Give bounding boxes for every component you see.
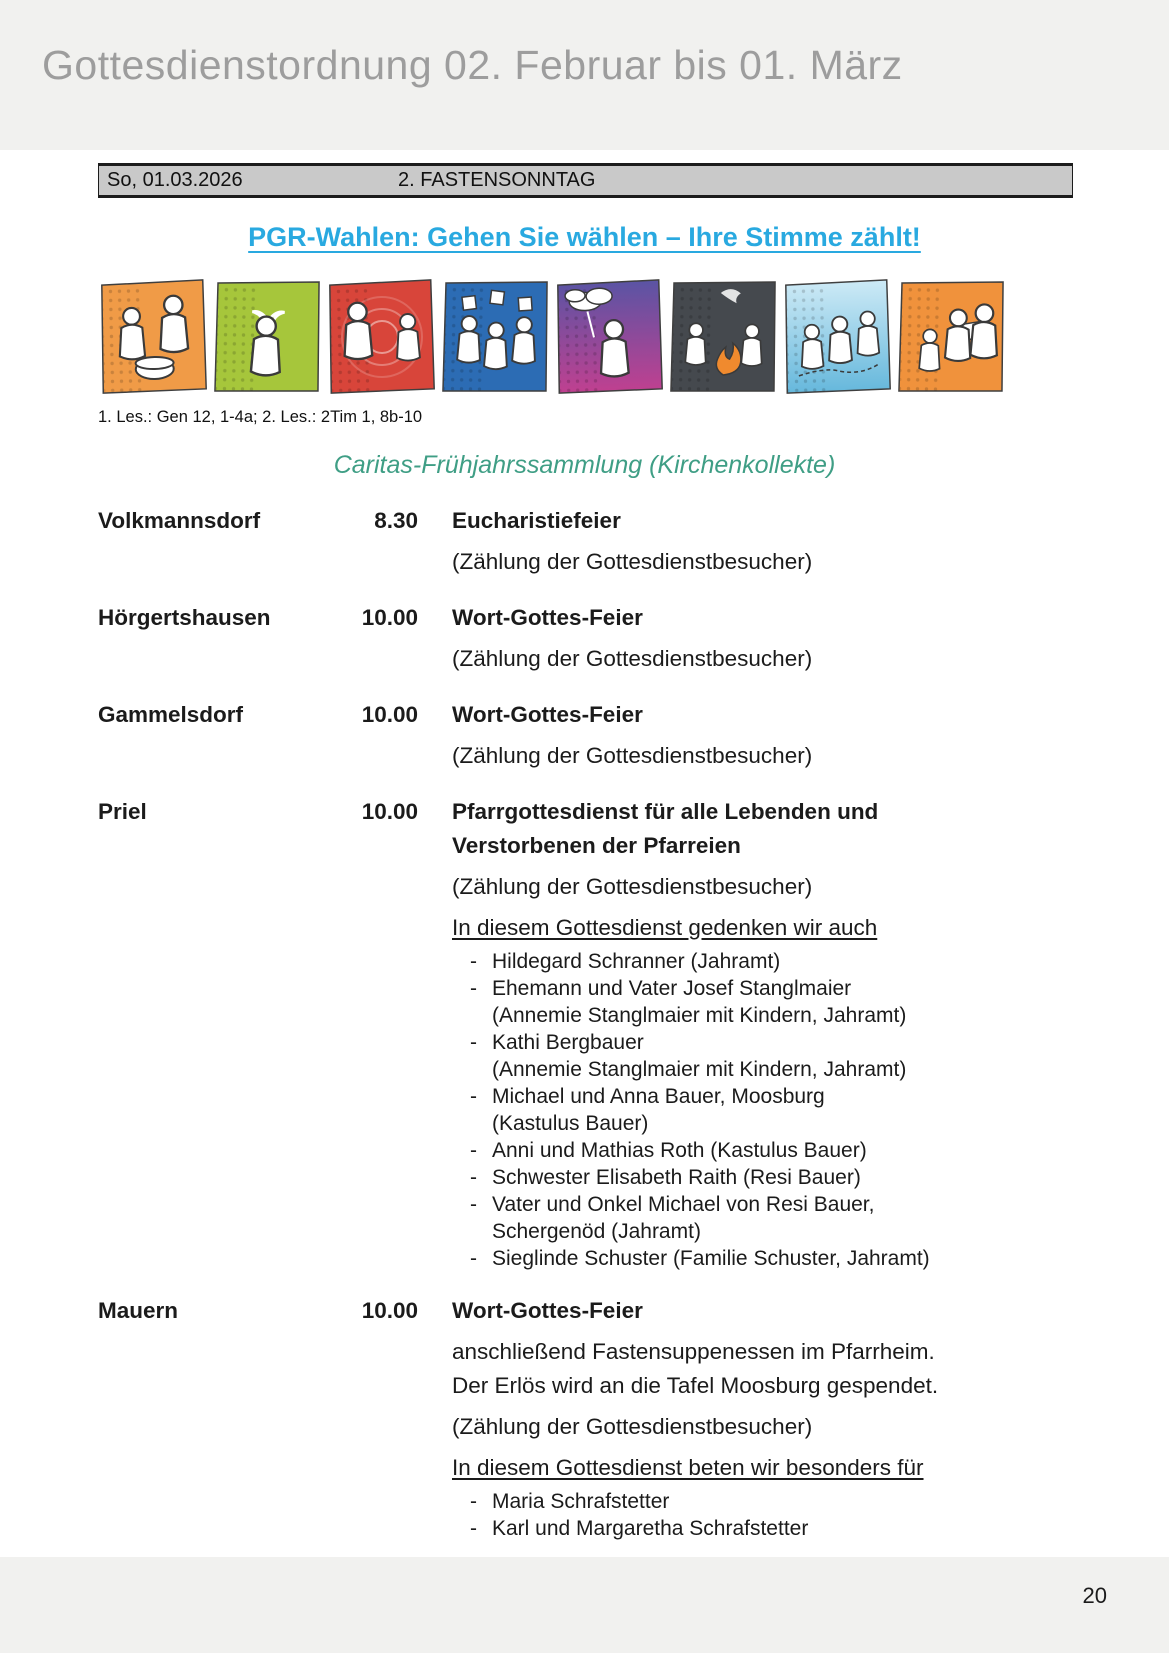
intention-line: Sieglinde Schuster (Familie Schuster, Jahramt)	[492, 1247, 930, 1270]
dash-bullet: -	[470, 1085, 477, 1108]
schedule-time: 10.00	[361, 702, 418, 727]
attendance-note: (Zählung der Gottesdienstbesucher)	[452, 646, 813, 671]
service-title: Eucharistiefeier	[452, 508, 621, 533]
service-title: Wort-Gottes-Feier	[452, 605, 643, 630]
intention-item	[452, 1191, 1012, 1245]
date-bar	[98, 163, 1073, 198]
intention-text	[492, 975, 1012, 1029]
intention-item	[452, 1515, 938, 1542]
intention-line: Karl und Margaretha Schrafstetter	[492, 1517, 809, 1540]
intention-line: (Annemie Stanglmaier mit Kindern, Jahramt)	[492, 1058, 907, 1081]
intention-text	[492, 1164, 1012, 1191]
intention-line: (Kastulus Bauer)	[492, 1112, 649, 1135]
schedule-time: 10.00	[361, 1298, 418, 1323]
schedule-details	[452, 504, 812, 579]
schedule-row	[98, 1294, 1169, 1542]
attendance-note: (Zählung der Gottesdienstbesucher)	[452, 1414, 813, 1439]
page-content	[0, 163, 1169, 1542]
intention-item	[452, 975, 1012, 1029]
service-title: Pfarrgottesdienst für alle Lebenden und Verstorbenen der Pfarreien	[452, 799, 879, 858]
intention-item	[452, 1029, 1012, 1083]
illustration-hiking-group	[783, 278, 893, 395]
lessons-line: 1. Les.: Gen 12, 1-4a; 2. Les.: 2Tim 1, 8b-10	[98, 408, 423, 426]
schedule-row	[98, 504, 1169, 579]
service-title: Wort-Gottes-Feier	[452, 702, 643, 727]
intention-line: Anni und Mathias Roth (Kastulus Bauer)	[492, 1139, 867, 1162]
intention-text	[492, 1245, 1012, 1272]
schedule-table	[98, 504, 1169, 1542]
illustration-campfire-gathering	[669, 278, 778, 395]
intention-line: Hildegard Schranner (Jahramt)	[492, 950, 781, 973]
schedule-row	[98, 698, 1169, 773]
collection-note: Caritas-Frühjahrssammlung (Kirchenkollekte)	[333, 451, 836, 479]
intention-text	[492, 948, 1012, 975]
intention-line: (Annemie Stanglmaier mit Kindern, Jahramt)	[492, 1004, 907, 1027]
intention-text	[492, 1515, 938, 1542]
comic-image-strip	[100, 279, 1012, 394]
illustration-sharing-gift	[327, 278, 437, 395]
intention-text	[492, 1191, 1012, 1245]
intention-line: Kathi Bergbauer	[492, 1031, 644, 1054]
intentions-list	[452, 948, 1012, 1272]
intention-item	[452, 1083, 1012, 1137]
schedule-details	[452, 795, 1012, 1272]
intention-text	[492, 1029, 1012, 1083]
intention-line: Vater und Onkel Michael von Resi Bauer,	[492, 1193, 875, 1216]
intention-line: Maria Schrafstetter	[492, 1490, 670, 1513]
page-header	[0, 0, 1169, 150]
illustration-planting-seedling	[213, 278, 322, 395]
intention-line: Ehemann und Vater Josef Stanglmaier	[492, 977, 852, 1000]
intention-item	[452, 1488, 938, 1515]
schedule-time: 8.30	[374, 508, 418, 533]
schedule-location: Volkmannsdorf	[98, 508, 261, 533]
schedule-details	[452, 601, 812, 676]
service-title: Wort-Gottes-Feier	[452, 1298, 643, 1323]
schedule-details	[452, 698, 812, 773]
schedule-time: 10.00	[361, 799, 418, 824]
dash-bullet: -	[470, 1247, 477, 1270]
dash-bullet: -	[470, 1139, 477, 1162]
page-number: 20	[1082, 1583, 1107, 1608]
intention-text	[492, 1488, 938, 1515]
dash-bullet: -	[470, 977, 477, 1000]
illustration-family-reading	[897, 278, 1006, 395]
intention-text	[492, 1137, 1012, 1164]
intention-line: Schwester Elisabeth Raith (Resi Bauer)	[492, 1166, 861, 1189]
dash-bullet: -	[470, 1193, 477, 1216]
attendance-note: (Zählung der Gottesdienstbesucher)	[452, 743, 813, 768]
intention-line: Michael und Anna Bauer, Moosburg	[492, 1085, 825, 1108]
attendance-note: (Zählung der Gottesdienstbesucher)	[452, 549, 813, 574]
service-description-line: Der Erlös wird an die Tafel Moosburg gespendet.	[452, 1373, 939, 1398]
page-title: Gottesdienstordnung 02. Februar bis 01. März	[42, 42, 903, 88]
dash-bullet: -	[470, 1490, 477, 1513]
intention-item	[452, 1164, 1012, 1191]
intention-item	[452, 1137, 1012, 1164]
service-description-line: anschließend Fastensuppenessen im Pfarrheim.	[452, 1339, 935, 1364]
schedule-row	[98, 601, 1169, 676]
liturgical-day-name: 2. FASTENSONNTAG	[398, 169, 596, 191]
attendance-note: (Zählung der Gottesdienstbesucher)	[452, 874, 813, 899]
intentions-heading: In diesem Gottesdienst gedenken wir auch	[452, 915, 878, 940]
schedule-details	[452, 1294, 938, 1542]
illustration-voting-hands	[441, 278, 550, 395]
announcement-headline: PGR-Wahlen: Gehen Sie wählen – Ihre Stimme zählt!	[248, 222, 921, 252]
schedule-row	[98, 795, 1169, 1272]
date-text: So, 01.03.2026	[107, 169, 243, 191]
intention-line: Schergenöd (Jahramt)	[492, 1220, 701, 1243]
dash-bullet: -	[470, 1031, 477, 1054]
intention-item	[452, 948, 1012, 975]
illustration-rain-cloud	[555, 278, 665, 395]
schedule-location: Priel	[98, 799, 147, 824]
schedule-location: Hörgertshausen	[98, 605, 271, 630]
intention-text	[492, 1083, 1012, 1137]
schedule-location: Mauern	[98, 1298, 179, 1323]
dash-bullet: -	[470, 1517, 477, 1540]
intentions-list	[452, 1488, 938, 1542]
intentions-heading: In diesem Gottesdienst beten wir besonders für	[452, 1455, 924, 1480]
illustration-soup-kitchen	[99, 278, 209, 395]
schedule-time: 10.00	[361, 605, 418, 630]
schedule-location: Gammelsdorf	[98, 702, 244, 727]
dash-bullet: -	[470, 1166, 477, 1189]
dash-bullet: -	[470, 950, 477, 973]
intention-item	[452, 1245, 1012, 1272]
page-footer	[0, 1557, 1169, 1653]
